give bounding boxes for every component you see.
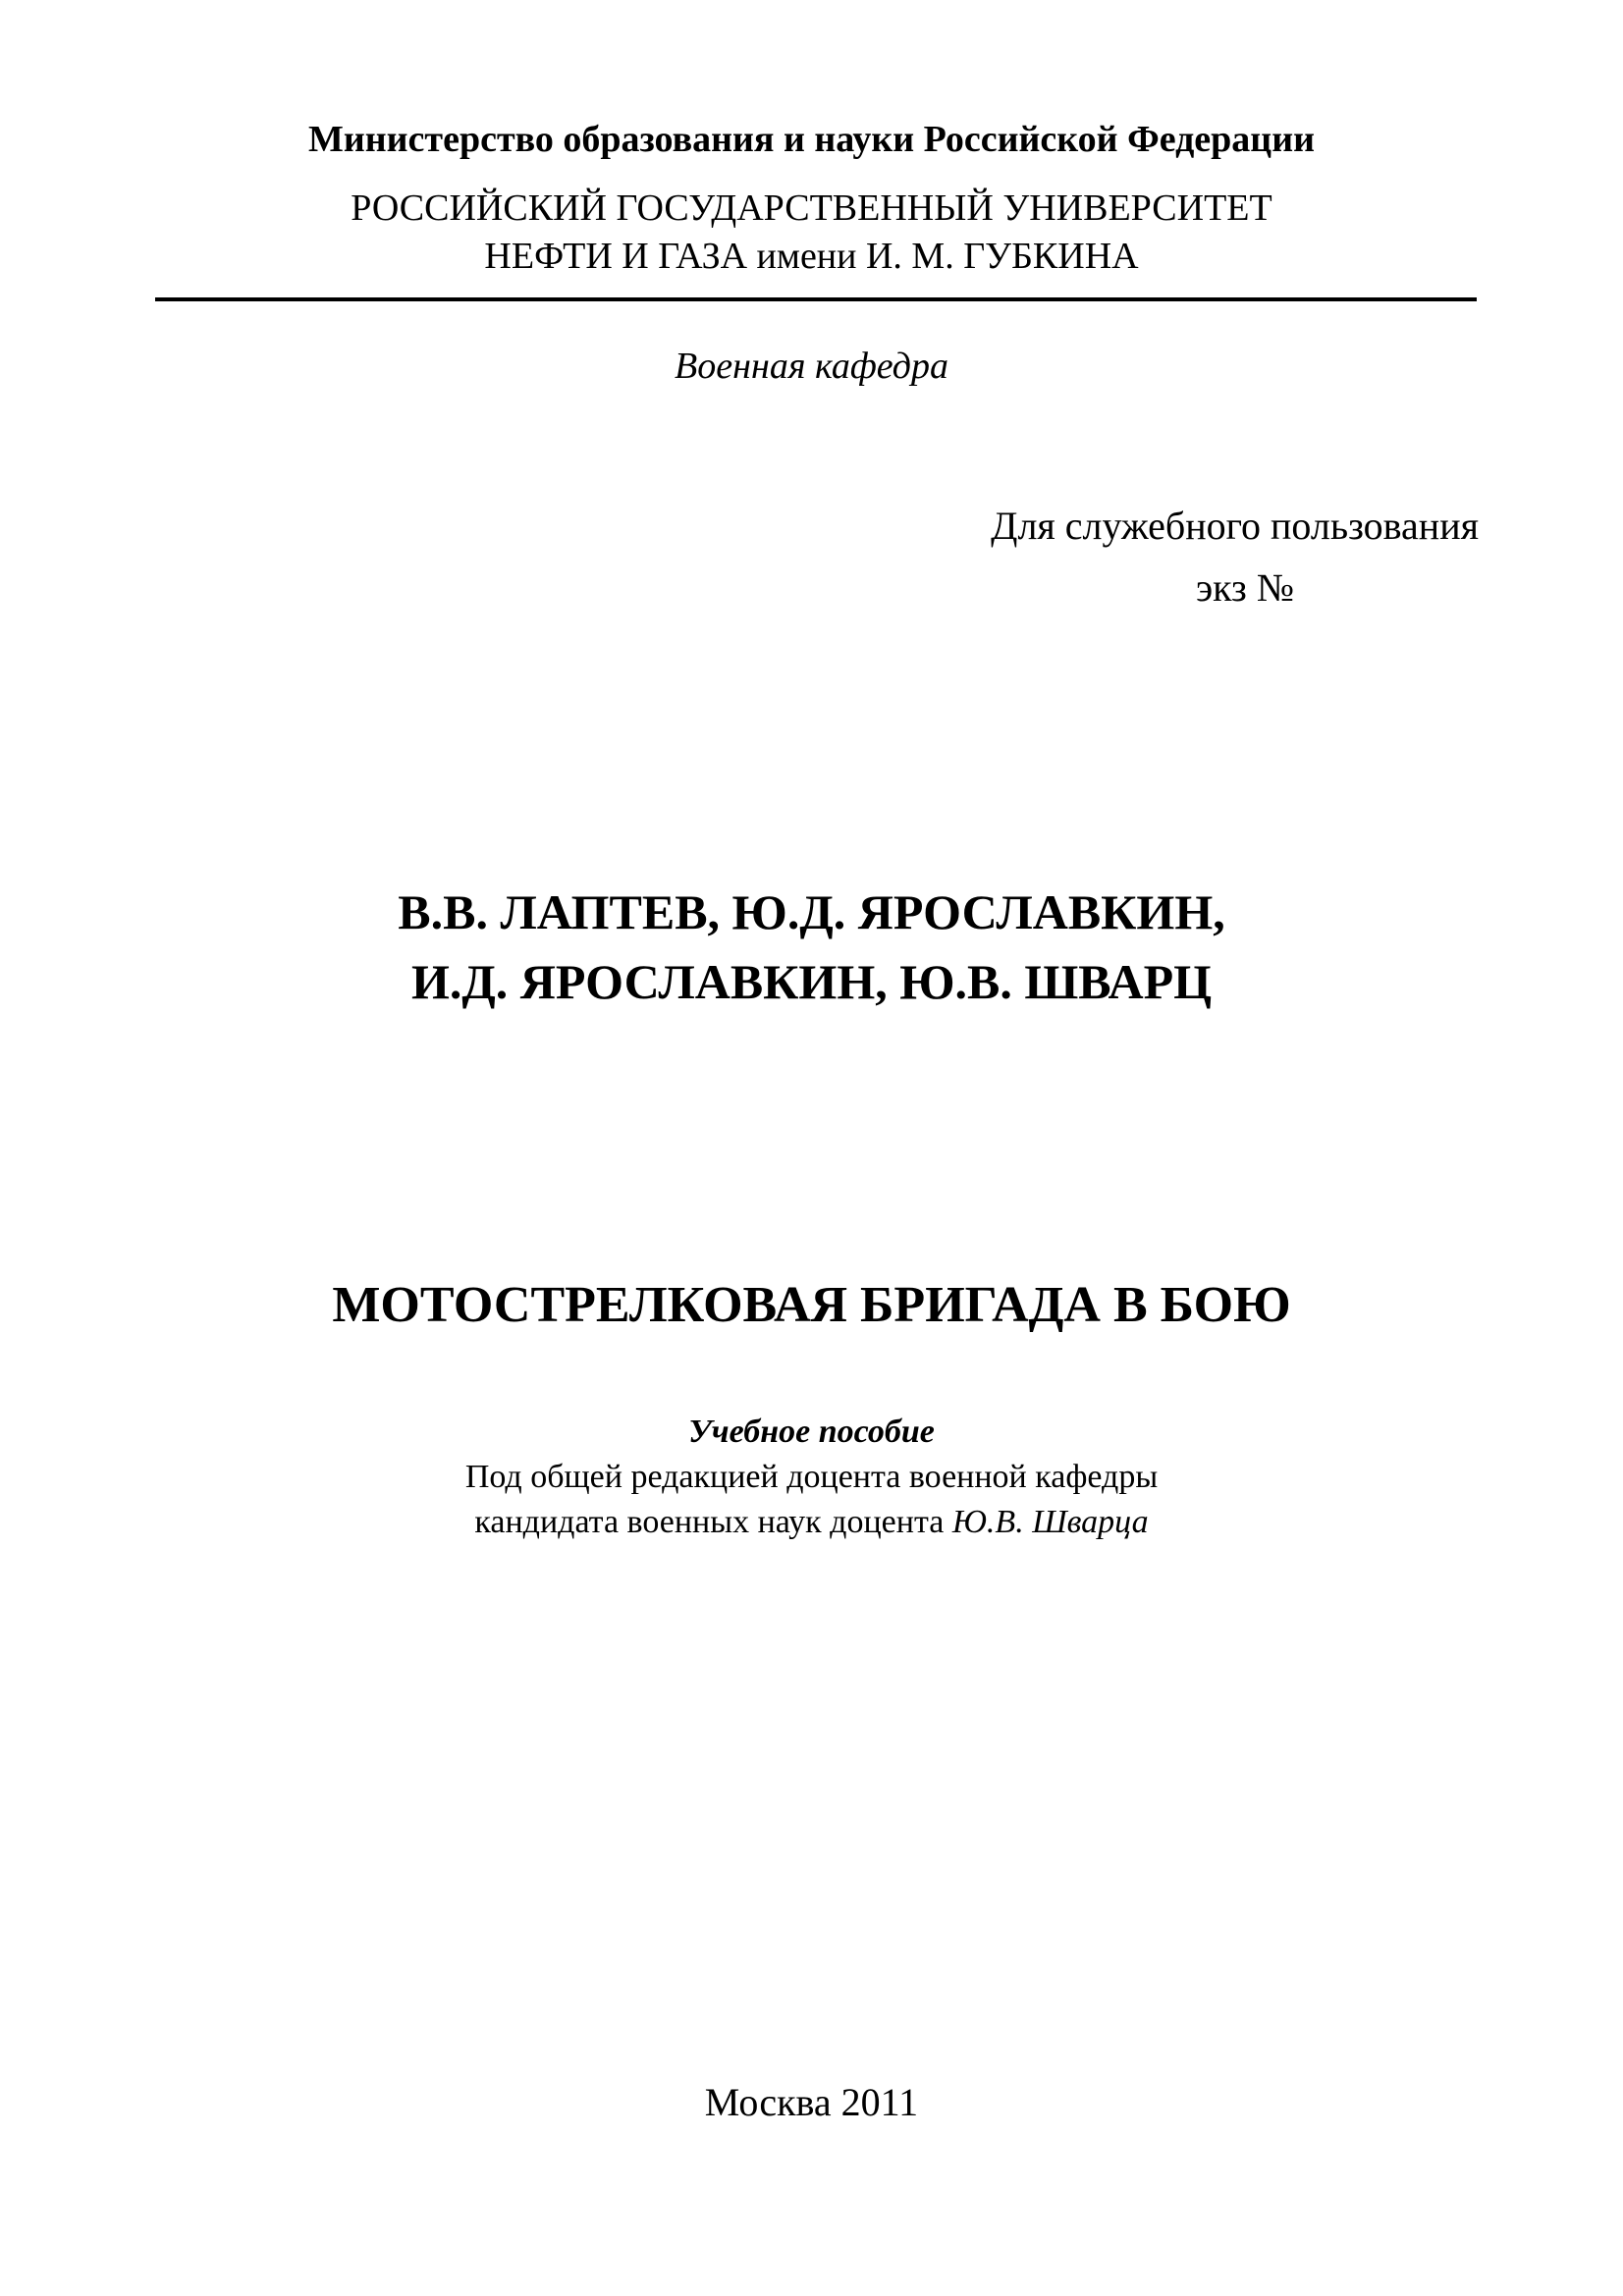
editor-name: Ю.В. Шварца — [951, 1504, 1149, 1540]
book-title: МОТОСТРЕЛКОВАЯ БРИГАДА В БОЮ — [332, 1277, 1291, 1333]
document-type: Учебное пособие — [688, 1414, 935, 1450]
editor-line2-prefix: кандидата военных наук доцента — [474, 1504, 952, 1540]
university-name-line2: НЕФТИ И ГАЗА имени И. М. ГУБКИНА — [484, 236, 1139, 277]
restriction-label: Для служебного пользования — [991, 504, 1479, 548]
ministry-heading: Министерство образования и науки Российской Федерации — [308, 119, 1315, 160]
editor-line1: Под общей редакцией доцента военной кафедры — [464, 1459, 1159, 1495]
authors-line2: И.Д. ЯРОСЛАВКИН, Ю.В. ШВАРЦ — [410, 954, 1213, 1009]
university-name-line1: РОССИЙСКИЙ ГОСУДАРСТВЕННЫЙ УНИВЕРСИТЕТ — [351, 187, 1272, 229]
editor-line2 — [0, 1499, 1623, 1546]
copy-number-label: экз № — [1195, 565, 1294, 610]
authors-line1: В.В. ЛАПТЕВ, Ю.Д. ЯРОСЛАВКИН, — [398, 884, 1225, 939]
city-year: Москва 2011 — [704, 2080, 919, 2124]
header-divider — [155, 297, 1477, 301]
department-name: Военная кафедра — [675, 346, 948, 387]
